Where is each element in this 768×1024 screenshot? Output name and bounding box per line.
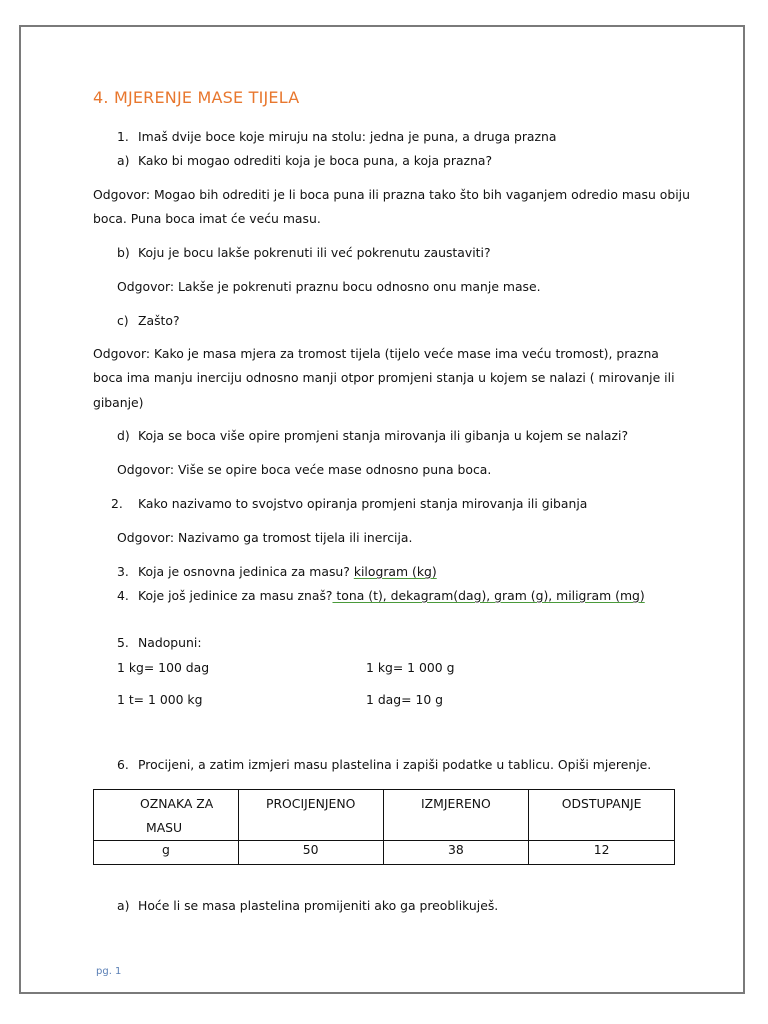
q3-number: 3. [117,564,129,579]
page-number: pg. 1 [96,966,122,977]
q1a-text: Kako bi mogao odrediti koja je boca puna, a koja prazna? [138,153,493,168]
q5-row1-left: 1 kg= 100 dag [117,660,210,675]
q1b-label: b) [117,245,130,260]
q4-line [138,588,645,604]
q1b-answer: Odgovor: Lakše je pokrenuti praznu bocu odnosno onu manje mase. [117,279,541,294]
q5-row2-right: 1 dag= 10 g [366,692,444,707]
q4-text: Koje još jedinice za masu znaš? [138,588,333,603]
table-header-cell [94,790,239,841]
q4-answer: tona (t), dekagram(dag), gram (g), miligram (mg) [332,588,645,603]
table-cell [529,841,675,865]
q1d-label: d) [117,428,130,443]
table-header-cell [238,790,383,841]
header-izmjereno: IZMJERENO [421,796,491,811]
table-header-row [94,790,675,841]
q1-number: 1. [117,129,129,144]
cell-unit: g [161,842,170,857]
table-cell [94,841,239,865]
q1c-label: c) [117,313,129,328]
q6-number: 6. [117,757,129,772]
section-title: 4. MJERENJE MASE TIJELA [93,88,300,107]
cell-measured: 38 [448,842,464,857]
mass-table [93,789,675,865]
cell-estimated: 50 [302,842,319,857]
q2-answer: Odgovor: Nazivamo ga tromost tijela ili inercija. [117,530,413,545]
q5-row1-right: 1 kg= 1 000 g [366,660,455,675]
q4-number: 4. [117,588,129,603]
q1-text: Imaš dvije boce koje miruju na stolu: jedna je puna, a druga prazna [138,129,557,144]
q2-number: 2. [111,496,123,511]
q6a-text: Hoće li se masa plastelina promijeniti ako ga preoblikuješ. [138,898,499,913]
q1b-text: Koju je bocu lakše pokrenuti ili već pokrenutu zaustaviti? [138,245,491,260]
header-procijenjeno: PROCIJENJENO [265,796,356,811]
q1a-label: a) [117,153,130,168]
table-header-cell [383,790,529,841]
cell-deviation: 12 [593,842,610,857]
table-cell [383,841,529,865]
q5-text: Nadopuni: [138,635,202,650]
q1d-text: Koja se boca više opire promjeni stanja mirovanja ili gibanja u kojem se nalazi? [138,428,629,443]
q6a-label: a) [117,898,130,913]
table-header-cell [529,790,675,841]
header-label-line1: OZNAKA ZA [140,796,214,811]
q1c-answer-line3: gibanje) [93,395,144,410]
q1a-answer-line1: Odgovor: Mogao bih odrediti je li boca puna ili prazna tako što bih vaganjem odredio masu obiju [93,187,690,202]
q3-line [138,564,437,580]
q1c-answer-line1: Odgovor: Kako je masa mjera za tromost tijela (tijelo veće mase ima veću tromost), prazna [93,346,659,361]
header-odstupanje: ODSTUPANJE [561,796,642,811]
q1d-answer: Odgovor: Više se opire boca veće mase odnosno puna boca. [117,462,492,477]
header-label-line2: MASU [146,820,183,835]
table-row [94,841,675,865]
q5-number: 5. [117,635,129,650]
q1c-answer-line2: boca ima manju inerciju odnosno manji otpor promjeni stanja u kojem se nalazi ( mirovanje ili [93,370,675,385]
q1c-text: Zašto? [138,313,180,328]
q5-row2-left: 1 t= 1 000 kg [117,692,203,707]
q6-text: Procijeni, a zatim izmjeri masu plastelina i zapiši podatke u tablicu. Opiši mjerenje. [138,757,652,772]
q3-answer: kilogram (kg) [353,564,437,579]
q2-text: Kako nazivamo to svojstvo opiranja promjeni stanja mirovanja ili gibanja [138,496,588,511]
q3-text: Koja je osnovna jedinica za masu? [138,564,350,579]
table-cell [238,841,383,865]
q1a-answer-line2: boca. Puna boca imat će veću masu. [93,211,321,226]
